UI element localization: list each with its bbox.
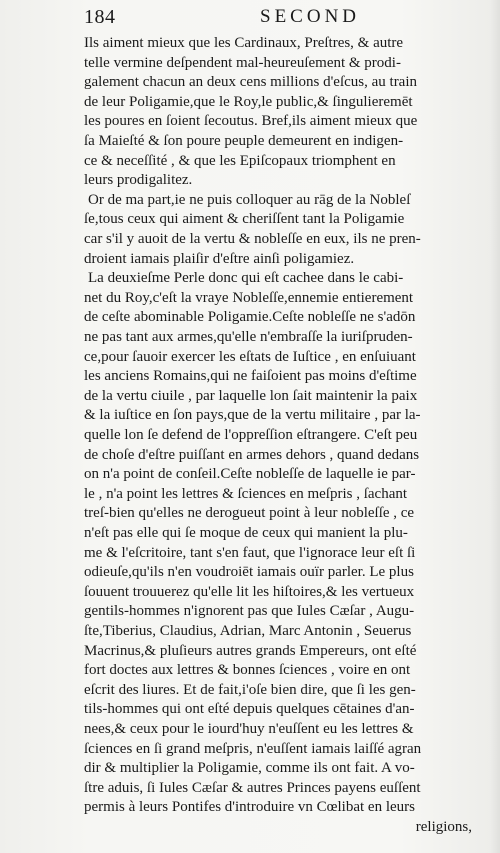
body-text: [84, 32, 476, 781]
text-line: & la iuſtice en ſon pays,que de la vertu militaire , par la-: [84, 407, 421, 424]
text-line: dir & multiplier la Poligamie, comme ils ont fait. A vo-: [84, 760, 415, 777]
text-line: le , n'a point les lettres & ſciences en meſpris , ſachant: [84, 485, 408, 502]
text-line: ce & neceſſité , & que les Epiſcopaux triomphent en: [84, 152, 396, 169]
text-line: on n'a point de conſeil.Ceſte nobleſſe de laquelle ie par-: [84, 466, 416, 483]
text-line: net du Roy,c'eſt la vraye Nobleſſe,ennemie entierement: [84, 289, 414, 306]
text-line: eſcrit des liures. Et de fait,i'oſe bien dire, que ſi les gen-: [84, 681, 416, 698]
text-line: permis à leurs Pontifes d'introduire vn Cœlibat en leurs: [84, 799, 415, 816]
text-line: me & l'eſcritoire, tant s'en faut, que l'ignorace leur eſt ſi: [84, 544, 416, 561]
text-line: ne pas tant aux armes,qu'elle n'embraſſe la iuriſpruden-: [84, 329, 413, 345]
text-line: ſouuent trouuerez qu'elle lit les hiſtoires,& les vertueux: [84, 583, 415, 600]
text-line: leurs prodigalitez.: [84, 172, 193, 189]
paragraph-start-line: Or de ma part,ie ne puis colloquer au rāg de la Nobleſ: [88, 191, 411, 208]
text-line: n'eſt pas elle qui ſe moque de ceux qui manient la plu-: [84, 525, 408, 541]
text-line: les poures en ſoient ſecoutus. Bref,ils aiment mieux que: [84, 113, 418, 130]
text-line: galement chacun an deux cens millions d'eſcus, au train: [84, 74, 418, 91]
page-header: [84, 6, 484, 30]
text-line: de ceſte abominable Poligamie.Ceſte nobleſſe ne s'adōn: [84, 309, 416, 326]
text-line: les anciens Romains,qui ne faiſoient pas moins d'eſtime: [84, 368, 417, 385]
text-line: telle vermine deſpendent mal-heureuſement & prodi-: [84, 54, 401, 71]
text-line: droient iamais plaiſir d'eſtre ainſi poligamiez.: [84, 250, 355, 267]
text-line: nees,& ceux pour le iourd'huy n'euſſent eu les lettres &: [84, 721, 414, 737]
page-edge-shadow: [490, 0, 500, 853]
text-line: gentils-hommes n'ignorent pas que Iules Cæſar , Augu-: [84, 603, 415, 620]
text-line: ſtre aduis, ſi Iules Cæſar & autres Princes payens euſſent: [84, 779, 421, 796]
text-line: ſte,Tiberius, Claudius, Adrian, Marc Antonin , Seuerus: [84, 623, 412, 639]
text-line: car s'il y auoit de la vertu & nobleſſe en eux, ils ne pren-: [84, 231, 421, 247]
text-line: de choſe d'eſtre puiſſant en armes dehors , quand dedans: [84, 446, 420, 463]
text-line: tils-hommes qui ont eſté depuis quelques cētaines d'an-: [84, 701, 415, 718]
paragraph-start-line: La deuxieſme Perle donc qui eſt cachee dans le cabi-: [88, 270, 404, 287]
running-head: SECOND: [260, 6, 361, 27]
text-line: fort doctes aux lettres & bonnes ſciences , voire en ont: [84, 662, 411, 679]
text-line: treſ-bien qu'elles ne derogueut point à leur nobleſſe , ce: [84, 505, 415, 522]
catchword: religions,: [415, 819, 472, 835]
text-line: ſciences en ſi grand meſpris, n'euſſent iamais laiſſé agran: [84, 740, 422, 757]
text-line: de leur Poligamie,que le Roy,le public,& ſingulieremēt: [84, 93, 413, 110]
body-text-continued: [84, 777, 476, 820]
text-line: odieuſe,qu'ils n'en voudroiēt iamais ouïr parler. Le plus: [84, 564, 414, 581]
text-line: de la vertu ciuile , par laquelle lon ſait maintenir la paix: [84, 387, 418, 404]
text-line: Macrinus,& pluſieurs autres grands Empereurs, ont eſté: [84, 642, 417, 659]
text-line: ce,pour ſauoir exercer les eſtats de Iuſtice , en enſuiuant: [84, 348, 416, 365]
page-number: 184: [84, 6, 116, 28]
text-line: ſe,tous ceux qui aiment & cheriſſent tant la Poligamie: [84, 211, 405, 228]
text-line: ſa Maieſté & ſon poure peuple demeurent en indigen-: [84, 133, 404, 149]
text-line: quelle lon ſe defend de l'oppreſſion eſtrangere. C'eſt peu: [84, 427, 418, 443]
text-line: Ils aiment mieux que les Cardinaux, Preſtres, & autre: [84, 35, 404, 51]
